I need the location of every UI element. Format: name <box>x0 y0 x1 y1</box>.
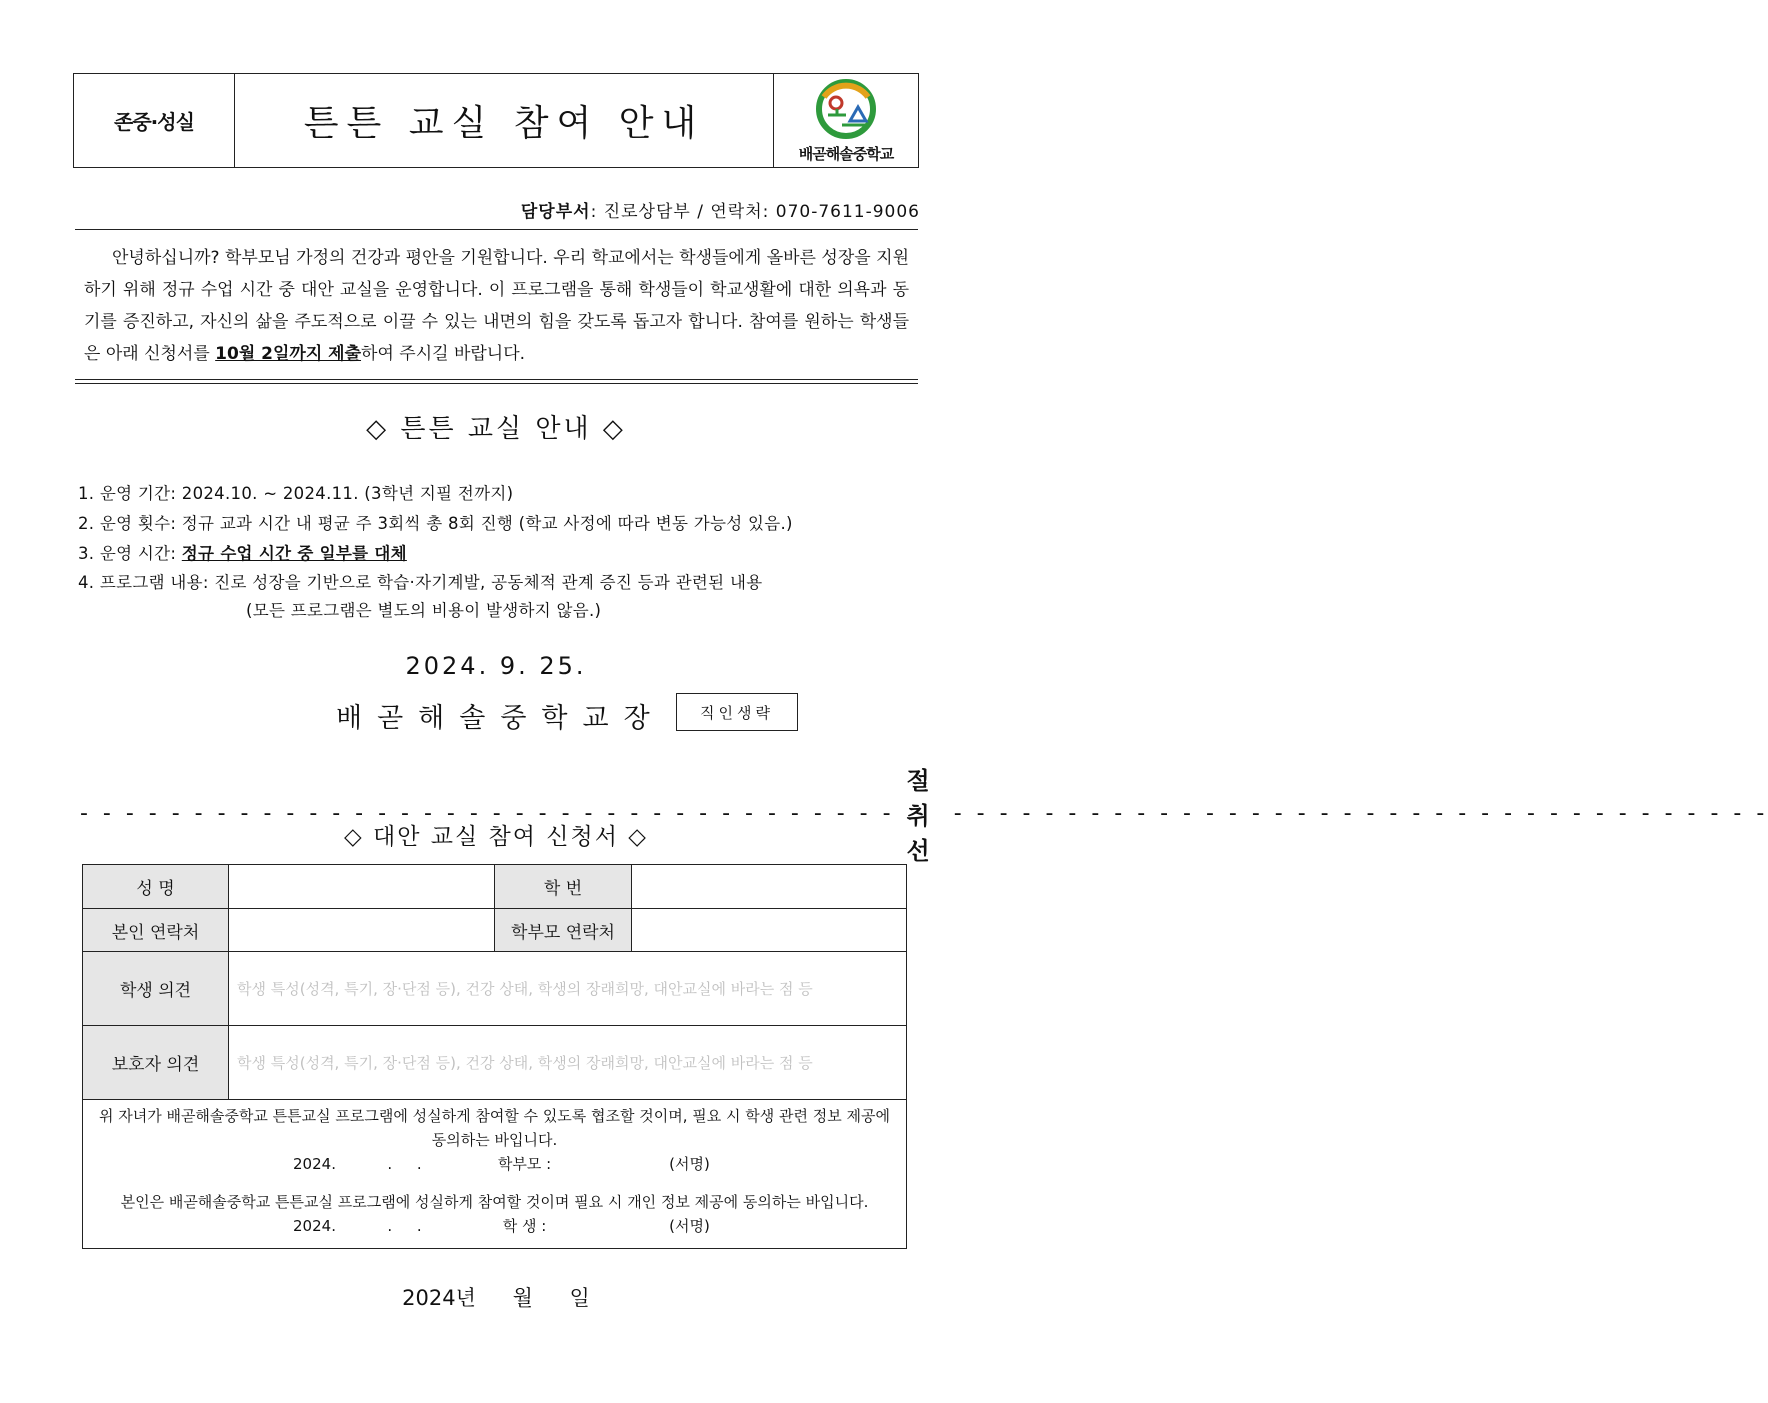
parent-opinion-field[interactable]: 학생 특성(성격, 특기, 장·단점 등), 건강 상태, 학생의 장래희망, 대안교실에 바라는 점 등 <box>237 1054 813 1072</box>
notice-date: 2024. 9. 25. <box>405 652 587 680</box>
parent-sign-year: 2024. <box>293 1155 336 1173</box>
student-no-field[interactable] <box>632 865 906 908</box>
contact-line <box>521 197 920 222</box>
name-label: 성 명 <box>83 865 229 908</box>
parent-contact-label: 학부모 연락처 <box>495 909 632 951</box>
cut-dashes-left: - - - - - - - - - - - - - - - - - - - - - - - - - - - - - - - - - - - - <box>80 801 895 826</box>
student-consent-text: 본인은 배곧해솔중학교 튼튼교실 프로그램에 성실하게 참여할 것이며 필요 시 개인 정보 제공에 동의하는 바입니다. <box>120 1193 869 1211</box>
parent-opinion-label: 보호자 의견 <box>83 1026 229 1099</box>
name-field[interactable] <box>229 865 495 908</box>
application-form <box>82 864 907 1249</box>
student-sign-year: 2024. <box>293 1217 336 1235</box>
parent-contact-field[interactable] <box>632 909 906 951</box>
seal-omitted-box: 직인생략 <box>676 693 798 731</box>
parent-signature-field[interactable]: (서명) <box>669 1155 710 1173</box>
own-contact-label: 본인 연락처 <box>83 909 229 951</box>
form-row-name <box>83 865 906 909</box>
form-row-parent-opinion <box>83 1026 906 1100</box>
cut-dashes-right: - - - - - - - - - - - - - - - - - - - - - - - - - - - - - - - - - - - - <box>953 801 1768 826</box>
header-box <box>73 73 919 168</box>
school-name-logo-text: 배곧해솔중학교 <box>798 145 894 163</box>
page-title: 튼튼 교실 참여 안내 <box>303 103 705 144</box>
student-sign-date: . . <box>387 1217 422 1235</box>
intro-paragraph <box>84 242 909 370</box>
cut-label: 절취선 <box>906 767 970 865</box>
divider <box>75 379 918 380</box>
form-row-contact <box>83 909 906 952</box>
phone-label: 연락처 <box>710 202 763 222</box>
info-item-content: 4. 프로그램 내용: 진로 성장을 기반으로 학습·자기계발, 공동체적 관계 증진 등과 관련된 내용 <box>78 573 763 592</box>
info-item-count: 2. 운영 횟수: 정규 교과 시간 내 평균 주 3회씩 총 8회 진행 (학교 사정에 따라 변동 가능성 있음.) <box>78 514 793 533</box>
parent-sign-line <box>91 1152 898 1176</box>
student-sign-label: 학 생 : <box>502 1217 547 1235</box>
student-no-label: 학 번 <box>495 865 632 908</box>
info-item-period: 1. 운영 기간: 2024.10. ~ 2024.11. (3학년 지필 전까지) <box>78 484 514 503</box>
intro-text-end: 하여 주시길 바랍니다. <box>361 344 526 364</box>
info-item-note: (모든 프로그램은 별도의 비용이 발생하지 않음.) <box>246 601 602 620</box>
intro-text: 안녕하십니까? 학부모님 가정의 건강과 평안을 기원합니다. 우리 학교에서는 학생들에게 올바른 성장을 지원하기 위해 정규 수업 시간 중 대안 교실을 운영합니다. 이 프로그램을 통해 학생들이 학교생활에 대한 의욕과 동기를 증진하고, 자신의 삶을 주도적으로 이끌 수 있는 내면의 힘을 갖도록 돕고자 합니다. 참여를 원하는 학생들은 아래 신청서를 <box>84 248 909 364</box>
parent-sign-label: 학부모 : <box>497 1155 552 1173</box>
info-item-time-label: 3. 운영 시간: <box>78 544 182 563</box>
parent-consent-text: 위 자녀가 배곧해솔중학교 튼튼교실 프로그램에 성실하게 참여할 수 있도록 협조할 것이며, 필요 시 학생 관련 정보 제공에 동의하는 바입니다. <box>98 1107 891 1149</box>
student-sign-line <box>91 1214 898 1238</box>
divider <box>75 229 918 230</box>
divider <box>75 383 918 384</box>
school-emblem-icon <box>814 77 878 141</box>
deadline-text: 10월 2일까지 제출 <box>215 344 362 364</box>
info-item-time <box>78 540 407 564</box>
student-opinion-field[interactable]: 학생 특성(성격, 특기, 장·단점 등), 건강 상태, 학생의 장래희망, 대안교실에 바라는 점 등 <box>237 980 813 998</box>
student-opinion-label: 학생 의견 <box>83 952 229 1025</box>
dept-value: : 진로상담부 / <box>590 202 711 222</box>
parent-sign-date: . . <box>387 1155 422 1173</box>
form-row-student-opinion <box>83 952 906 1026</box>
school-logo <box>773 74 918 167</box>
student-signature-field[interactable]: (서명) <box>669 1217 710 1235</box>
consent-section <box>83 1100 906 1248</box>
school-motto: 존중·성실 <box>74 74 235 167</box>
section-title: ◇ 튼튼 교실 안내 ◇ <box>366 414 626 444</box>
principal-title: 배곧해솔중학교장 <box>336 703 665 734</box>
dept-label: 담당부서 <box>520 202 591 222</box>
bottom-date[interactable]: 2024년 월 일 <box>402 1286 590 1310</box>
own-contact-field[interactable] <box>229 909 495 951</box>
form-title: ◇ 대안 교실 참여 신청서 ◇ <box>344 824 648 850</box>
info-item-time-value: 정규 수업 시간 중 일부를 대체 <box>181 544 407 563</box>
phone-value: : 070-7611-9006 <box>762 202 920 222</box>
